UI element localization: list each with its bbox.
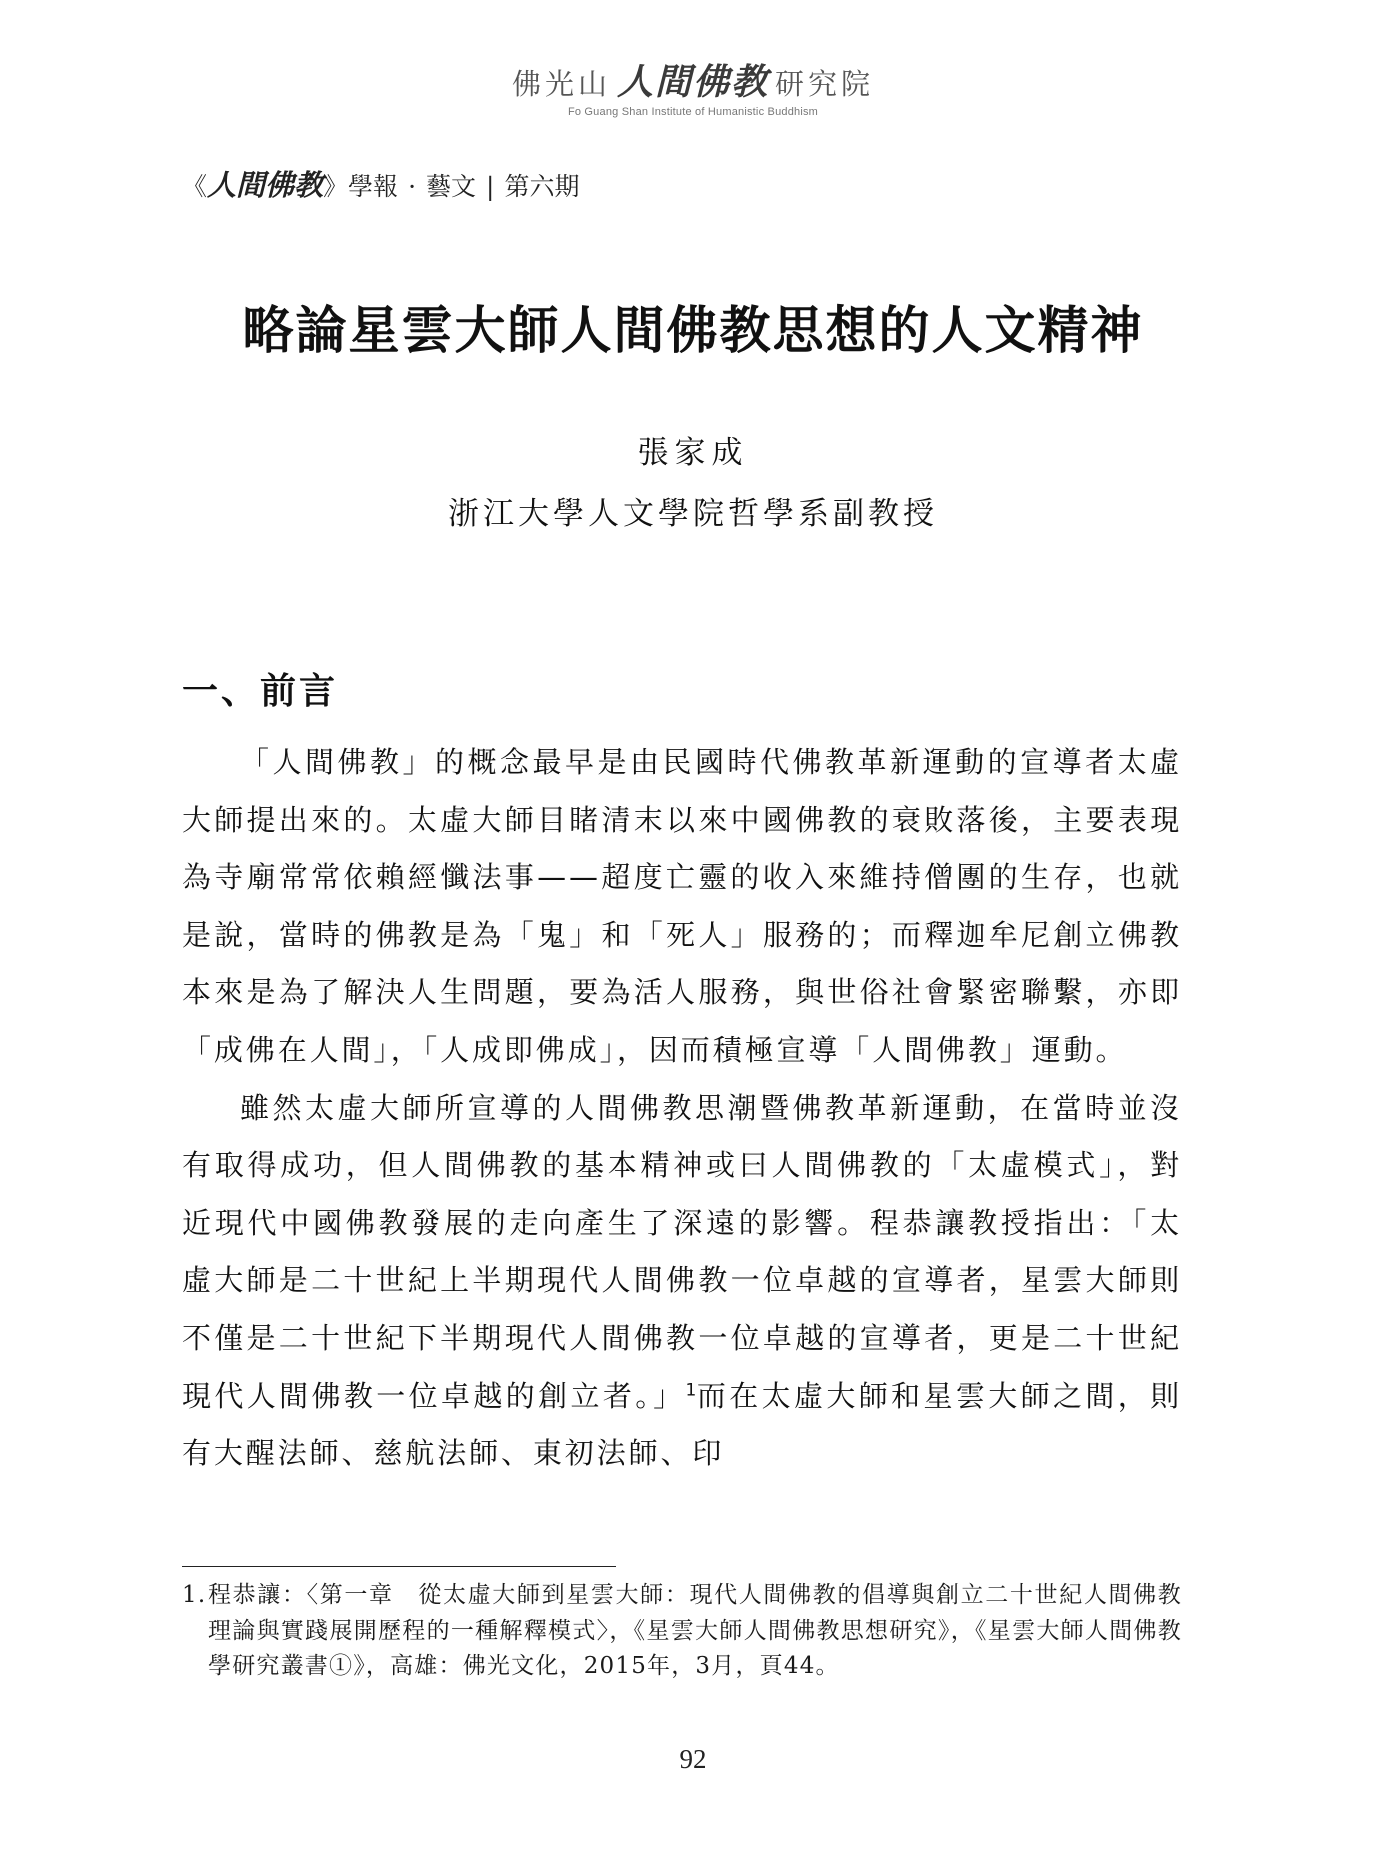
article-body (182, 734, 1182, 1483)
footnote-text: 程恭讓：〈第一章 從太虛大師到星雲大師：現代人間佛教的倡導與創立二十世紀人間佛教理論與實踐展開歷程的一種解釋模式〉，《星雲大師人間佛教思想研究》，《星雲大師人間佛教學研究叢書①》，高雄：佛光文化，2015年，3月，頁44。 (208, 1582, 1182, 1679)
page-number: 92 (679, 1744, 707, 1774)
body-paragraph-2 (182, 1080, 1182, 1483)
running-head-divider: | (486, 172, 495, 201)
body-paragraph-2-text-b: 而在太虛大師和星雲大師之間，則有大醒法師、慈航法師、東初法師、印 (182, 1378, 1182, 1471)
author-affiliation: 浙江大學人文學院哲學系副教授 (448, 496, 938, 532)
journal-name-logo: 人間佛教 (207, 168, 324, 202)
body-paragraph-1: 「人間佛教」的概念最早是由民國時代佛教革新運動的宣導者太虛大師提出來的。太虛大師目睹清末以來中國佛教的衰敗落後，主要表現為寺廟常常依賴經懺法事——超度亡靈的收入來維持僧團的生存，也就是說，當時的佛教是為「鬼」和「死人」服務的；而釋迦牟尼創立佛教本來是為了解決人生問題，要為活人服務，與世俗社會緊密聯繫，亦即「成佛在人間」，「人成即佛成」，因而積極宣導「人間佛教」運動。 (182, 745, 1182, 1067)
article-author: 張家成 (637, 435, 749, 471)
footnote-reference[interactable]: 1 (685, 1379, 697, 1400)
footnote-marker: 1. (182, 1582, 207, 1608)
running-head-issue: 第六期 (504, 172, 580, 201)
institute-brand-logo: 人間佛教 (616, 61, 769, 103)
institute-header (0, 62, 1386, 118)
section-heading: 一、前言 (182, 670, 339, 712)
running-head-section: 藝文 (426, 172, 477, 201)
institute-suffix: 研究院 (775, 67, 875, 101)
institute-prefix: 佛光山 (511, 67, 611, 101)
footnote (182, 1578, 1182, 1685)
institute-english-name: Fo Guang Shan Institute of Humanistic Buddhism (567, 106, 819, 118)
article-title: 略論星雲大師人間佛教思想的人文精神 (242, 301, 1144, 361)
journal-open-bracket: 《 (182, 172, 208, 201)
journal-close-bracket: 》 (323, 172, 349, 201)
institute-name (0, 62, 1386, 104)
body-paragraph-2-text-a: 雖然太虛大師所宣導的人間佛教思潮暨佛教革新運動，在當時並沒有取得成功，但人間佛教的基本精神或曰人間佛教的「太虛模式」，對近現代中國佛教發展的走向產生了深遠的影響。程恭讓教授指出：「太虛大師是二十世紀上半期現代人間佛教一位卓越的宣導者，星雲大師則不僅是二十世紀下半期現代人間佛教一位卓越的宣導者，更是二十世紀現代人間佛教一位卓越的創立者。」 (182, 1090, 1182, 1413)
journal-suffix: 學報 (348, 172, 399, 201)
running-head-bullet: · (408, 172, 417, 201)
footnote-divider (182, 1566, 616, 1567)
running-head (182, 168, 579, 204)
